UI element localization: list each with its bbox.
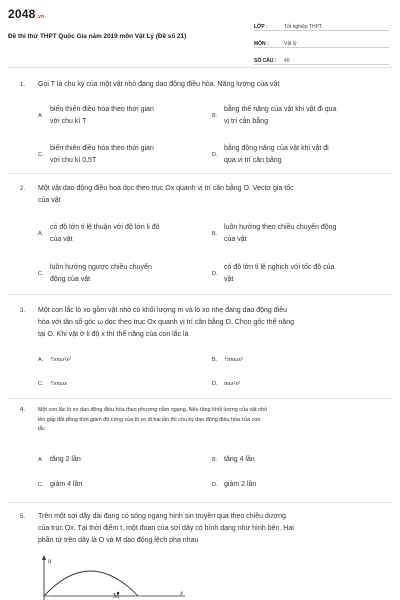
answer-option-4a[interactable] — [38, 454, 81, 466]
option-text: biến thiên điều hòa theo thời gian với chu kì T — [50, 106, 154, 125]
option-text: giảm 4 lần — [50, 481, 83, 488]
answer-option-3b[interactable] — [212, 356, 243, 363]
option-letter: D. — [212, 271, 218, 277]
option-letter: A. — [38, 231, 44, 237]
option-text: bằng động năng của vật khi vật đi qua vị trí cân bằng — [224, 145, 329, 164]
u-axis-label: u — [48, 557, 52, 565]
header-divider — [8, 67, 392, 68]
option-letter: A. — [38, 113, 44, 119]
option-formula: mω²x² — [224, 380, 241, 387]
question-divider — [8, 173, 392, 174]
option-formula: ½mωx — [50, 380, 68, 387]
question-text: Một con lắc lò xo dao động điều hòa theo phương nằm ngang. Nếu tăng khối lượng của vật nhỏ lên gấp đôi đồng thời giảm độ cứng của lò xo đi hai lần thì chu kỳ dao động điều hòa của con lắc — [38, 407, 268, 432]
logo-suffix: .vn — [36, 14, 45, 20]
question-divider — [8, 398, 392, 399]
option-text: luôn hướng theo chiều chuyển động của vật — [224, 224, 337, 243]
point-m-label: M — [113, 592, 120, 600]
option-letter: C. — [38, 152, 44, 158]
meta-row-subject — [254, 31, 389, 48]
meta-value: Vật lý — [284, 41, 297, 47]
answer-option-2a[interactable] — [38, 222, 160, 246]
question-number: 2. — [20, 186, 26, 192]
exam-title: Đề thi thử THPT Quốc Gia năm 2019 môn Vật Lý (Đề số 21) — [8, 33, 187, 40]
option-letter: C. — [38, 380, 44, 387]
logo-text: 2048 — [8, 7, 36, 21]
answer-option-1a[interactable] — [38, 104, 154, 128]
exam-meta — [254, 14, 389, 65]
meta-row-class — [254, 14, 389, 31]
question-text: Một con lắc lò xo gồm vật nhỏ có khối lượng m và lò xo nhẹ đang dao động điều hòa với tần số góc ω dọc theo trục Ox quanh vị trí cân bằng O. Chọn gốc thế năng tại O. Khi vật ở li độ x thì thế năng của con lắc là — [38, 307, 294, 338]
option-text: có độ lớn tỉ lệ thuận với độ lớn li độ của vật — [50, 224, 160, 243]
question-divider — [8, 502, 392, 503]
question-divider — [8, 294, 392, 295]
option-text: luôn hướng ngược chiều chuyển động của vật — [50, 264, 152, 283]
answer-option-4c[interactable] — [38, 479, 82, 491]
answer-option-3a[interactable] — [38, 356, 71, 363]
question-number: 1. — [20, 82, 26, 88]
option-text: có độ lớn tỉ lệ nghịch với tốc độ của vật — [224, 264, 335, 283]
site-logo[interactable] — [8, 7, 44, 21]
question-number: 5. — [20, 514, 26, 520]
answer-option-3d[interactable] — [212, 380, 240, 387]
option-letter: B. — [212, 113, 218, 119]
option-text: tăng 4 lần — [224, 456, 255, 463]
meta-value: 40 — [284, 58, 290, 64]
option-letter: A. — [38, 356, 44, 363]
option-text: giảm 2 lần — [224, 481, 257, 488]
question-number: 4. — [20, 407, 26, 413]
meta-label: MÔN : — [254, 41, 269, 47]
answer-option-1c[interactable] — [38, 143, 154, 167]
option-letter: D. — [212, 380, 218, 387]
question-text: Trên một sợi dây dài đang có sóng ngang hình sin truyền qua theo chiều dương của trục Ox. Tại thời điểm t, một đoạn của sợi dây có hình dạng như hình bên. Hai phần tử trên dây là O và M dao động lệch pha nhau — [38, 513, 294, 544]
option-letter: B. — [212, 457, 218, 463]
answer-option-2c[interactable] — [38, 262, 152, 286]
option-letter: B. — [212, 356, 218, 363]
wave-curve — [44, 571, 138, 596]
answer-option-1d[interactable] — [212, 143, 329, 167]
question-text: Gọi T là chu kỳ của một vật nhỏ đang dao động điều hòa. Năng lượng của vật — [38, 81, 280, 88]
question-number: 3. — [20, 308, 26, 314]
option-text: tăng 2 lần — [50, 456, 81, 463]
option-formula: ½mω²x² — [50, 356, 71, 363]
option-text: bằng thế năng của vật khi vật đi qua vị trí cân bằng — [224, 106, 337, 125]
answer-option-1b[interactable] — [212, 104, 336, 128]
meta-row-count — [254, 48, 389, 65]
option-letter: C. — [38, 482, 44, 488]
question-text: Một vật dao động điều hoà dọc theo trục Ox quanh vị trí cân bằng O. Vectơ gia tốc của vật — [38, 185, 294, 204]
option-letter: D. — [212, 482, 218, 488]
option-formula: ½mωx² — [224, 356, 243, 363]
x-axis-label: x — [180, 589, 184, 597]
wave-figure — [30, 552, 210, 600]
meta-label: LỚP : — [254, 24, 268, 30]
meta-value: Tốt nghiệp THPT — [284, 24, 322, 30]
u-axis-arrow — [42, 555, 46, 560]
answer-option-2b[interactable] — [212, 222, 336, 246]
answer-option-2d[interactable] — [212, 262, 334, 286]
answer-option-3c[interactable] — [38, 380, 67, 387]
answer-option-4d[interactable] — [212, 479, 256, 491]
option-letter: A. — [38, 457, 44, 463]
option-text: biến thiên điều hòa theo thời gian với chu kì 0,5T — [50, 145, 154, 164]
option-letter: B. — [212, 231, 218, 237]
answer-option-4b[interactable] — [212, 454, 255, 466]
option-letter: D. — [212, 152, 218, 158]
option-letter: C. — [38, 271, 44, 277]
meta-label: SỐ CÂU : — [254, 58, 277, 64]
